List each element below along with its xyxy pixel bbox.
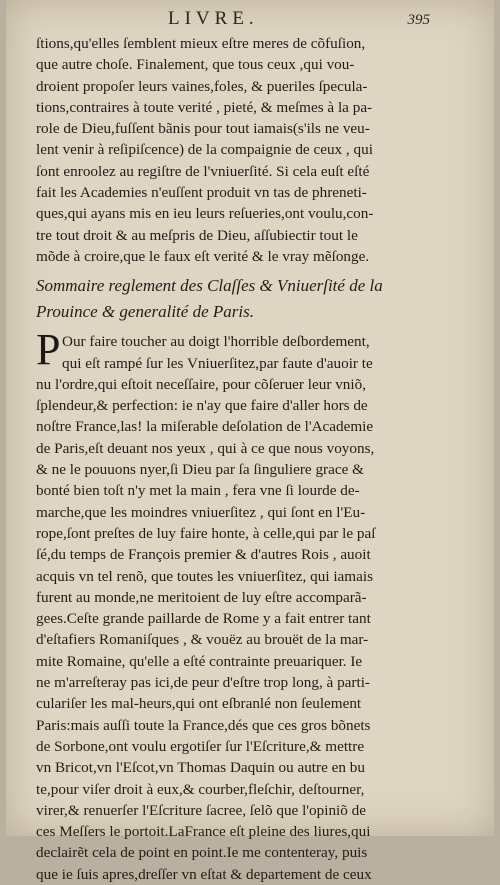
- text-line: que ie ſuis apres,dreſſer vn eſtat & departement de ceux: [36, 865, 372, 883]
- dropcap-paragraph: [36, 325, 434, 375]
- text-line: Prouince & generalité de Paris.: [36, 302, 254, 322]
- page-number: 395: [407, 12, 430, 28]
- text-line: declairẽt cela de point en point.Ie me contenteray, puis: [36, 844, 368, 862]
- text-line: de Paris,eſt deuant nos yeux , qui à ce que nous voyons,: [36, 439, 375, 457]
- text-line: virer,& renuerſer l'Eſcriture ſacree, ſelõ que l'opiniõ de: [36, 801, 366, 819]
- text-line: Paris:mais auſſi toute la France,dés que ces gros bõnets: [36, 716, 371, 734]
- section-heading: [36, 273, 434, 325]
- text-line: culariſer les mal-heurs,qui ont eſbranlé non ſeulement: [36, 695, 362, 713]
- text-line: furent au monde,ne meritoient de luy eſtre accomparã-: [36, 588, 367, 606]
- text-line: Our faire toucher au doigt l'horrible deſbordement,: [62, 333, 370, 351]
- text-line: ques,qui ayans mis en ieu leurs reſueries,ont voulu,con-: [36, 205, 374, 223]
- book-page: [6, 0, 494, 883]
- drop-cap: P: [36, 325, 61, 375]
- text-block: [36, 33, 434, 885]
- dropcap-lines: [36, 331, 434, 374]
- running-title: LIVRE.: [168, 8, 259, 29]
- text-line: gees.Ceſte grande paillarde de Rome y a fait entrer tant: [36, 610, 371, 628]
- text-line: de Sorbone,ont voulu ergotiſer ſur l'Eſcriture,& mettre: [36, 737, 365, 755]
- text-line: lent venir à reſipiſcence) de la compaignie de ceux , qui: [36, 141, 373, 159]
- text-line: que autre choſe. Finalement, que tous ceux ,qui vou-: [36, 56, 355, 74]
- text-line: ne m'arreſteray pas ici,de peur d'eſtre trop long, à parti-: [36, 674, 370, 692]
- text-line: vn Bricot,vn l'Eſcot,vn Thomas Daquin ou autre en bu: [36, 759, 365, 777]
- text-line: role de Dieu,fuſſent bãnis pour tout iamais(s'ils ne veu-: [36, 120, 370, 138]
- text-line: marche,que les moindres vniuerſitez , qui ſont en l'Eu-: [36, 503, 366, 521]
- body-paragraph: [36, 374, 434, 885]
- text-line: ſont enroolez au regiſtre de l'vniuerſité. Si cela euſt eſté: [36, 162, 370, 180]
- text-line: fait les Academies n'euſſent produit vn tas de phreneti-: [36, 184, 367, 202]
- text-line: te,pour viſer droit à eux,& courber,fleſchir, deſtourner,: [36, 780, 365, 798]
- text-line: nu l'ordre,qui eſtoit neceſſaire, pour cõſeruer leur vniõ,: [36, 375, 366, 393]
- text-line: acquis vn tel renõ, que toutes les vniuerſitez, qui iamais: [36, 567, 373, 585]
- text-line: mõde à croire,que le faux eſt verité & le vray mẽſonge.: [36, 247, 370, 265]
- text-line: ſplendeur,& perfection: ie n'ay que faire d'aller hors de: [36, 397, 368, 415]
- text-line: bonté bien toſt n'y met la main , fera vne ſi lourde de-: [36, 482, 360, 500]
- text-line: droient propoſer leurs vaines,foles, & pueriles ſpecula-: [36, 77, 368, 95]
- text-line: & ne le pouuons nyer,ſi Dieu par ſa ſinguliere grace &: [36, 461, 364, 479]
- text-line: qui eſt rampé ſur les Vniuerſitez,par faute d'auoir te: [62, 354, 373, 372]
- text-line: tions,contraires à toute verité , pieté, & meſmes à la pa-: [36, 98, 373, 116]
- text-line: ſtions,qu'elles ſemblent mieux eſtre meres de cõfuſion,: [36, 35, 366, 52]
- text-line: Sommaire reglement des Claſſes & Vniuerſité de la: [36, 276, 383, 296]
- text-line: mite Romaine, qu'elle a eſté contrainte preuariquer. Ie: [36, 652, 363, 670]
- top-paragraph: [36, 33, 434, 267]
- text-line: d'eſtafiers Romaniſques , & vouëz au brouët de la mar-: [36, 631, 369, 649]
- text-line: rope,ſont preſtes de luy faire honte, à celle,qui par le paſ: [36, 524, 376, 542]
- text-line: tre tout droit & au meſpris de Dieu, aſſubiectir tout le: [36, 226, 358, 244]
- text-line: noſtre France,las! la miſerable deſolation de l'Academie: [36, 418, 374, 436]
- running-head: [6, 6, 494, 36]
- text-line: ſé,du temps de François premier & d'autres Rois , auoit: [36, 546, 371, 564]
- text-line: ces Meſſers le portoit.LaFrance eſt pleine des liures,qui: [36, 823, 371, 841]
